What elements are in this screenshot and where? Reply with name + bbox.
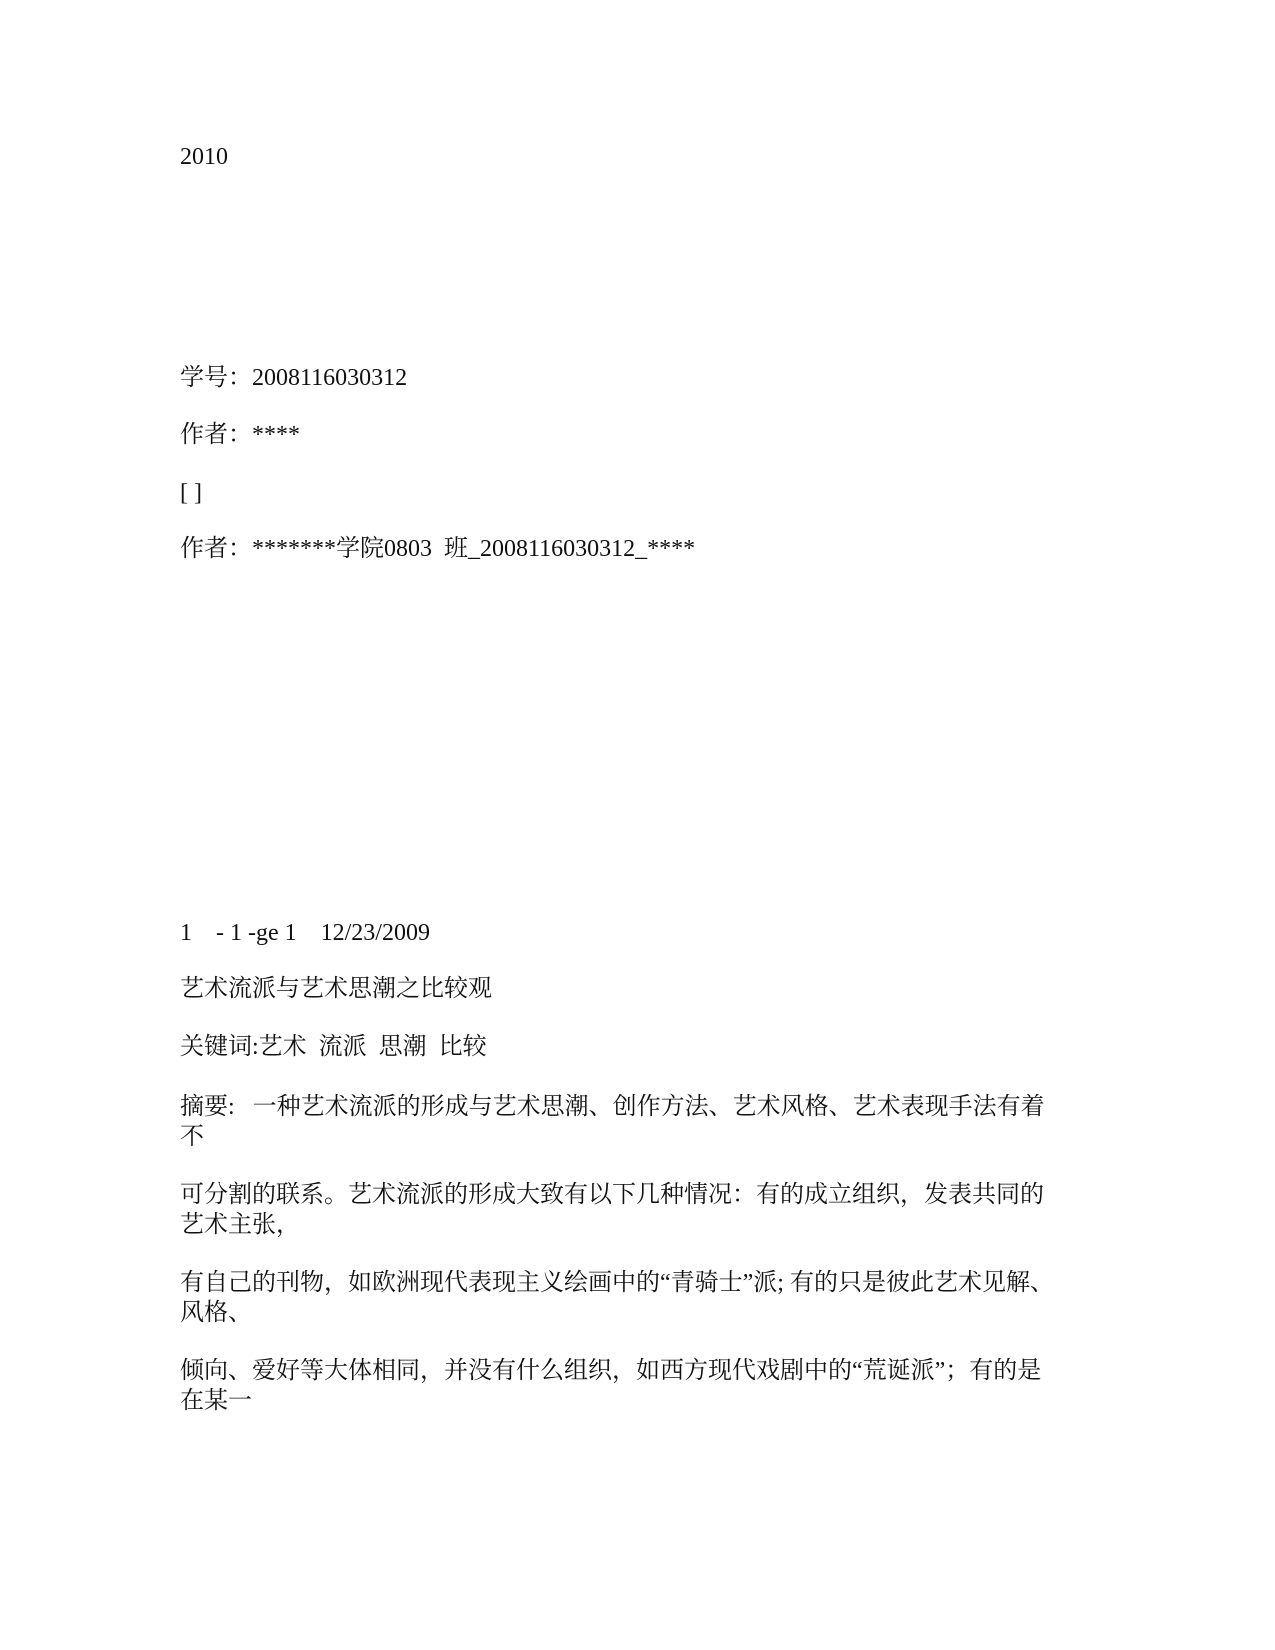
page-header: 1 - 1 -ge 1 12/23/2009 [180, 920, 430, 946]
paragraph-line: 在某一 [180, 1388, 252, 1414]
paragraph-line: 摘要: 一种艺术流派的形成与艺术思潮、创作方法、艺术风格、艺术表现手法有着 [180, 1094, 1045, 1120]
paragraph-line: 艺术主张， [180, 1212, 300, 1238]
abstract-paragraph-1 [180, 1092, 1080, 1152]
cover-year: 2010 [180, 144, 228, 170]
paragraph-line: 风格、 [180, 1300, 252, 1326]
paragraph-line: 倾向、爱好等大体相同，并没有什么组织，如西方现代戏剧中的“荒诞派”；有的是 [180, 1358, 1042, 1384]
abstract-paragraph-3 [180, 1268, 1080, 1328]
paragraph-line: 有自己的刊物，如欧洲现代表现主义绘画中的“青骑士”派; 有的只是彼此艺术见解、 [180, 1270, 1054, 1296]
abstract-paragraph-4 [180, 1356, 1080, 1416]
brackets-line: [ ] [180, 480, 202, 506]
author-full-line: 作者：*******学院0803 班_2008116030312_**** [180, 536, 696, 562]
keywords-line: 关键词:艺术 流派 思潮 比较 [180, 1034, 487, 1060]
student-id-line: 学号：2008116030312 [180, 365, 408, 391]
article-title: 艺术流派与艺术思潮之比较观 [180, 976, 492, 1002]
paragraph-line: 可分割的联系。艺术流派的形成大致有以下几种情况：有的成立组织，发表共同的 [180, 1182, 1044, 1208]
abstract-paragraph-2 [180, 1180, 1080, 1240]
paragraph-line: 不 [180, 1124, 204, 1150]
author-line: 作者：**** [180, 422, 300, 448]
